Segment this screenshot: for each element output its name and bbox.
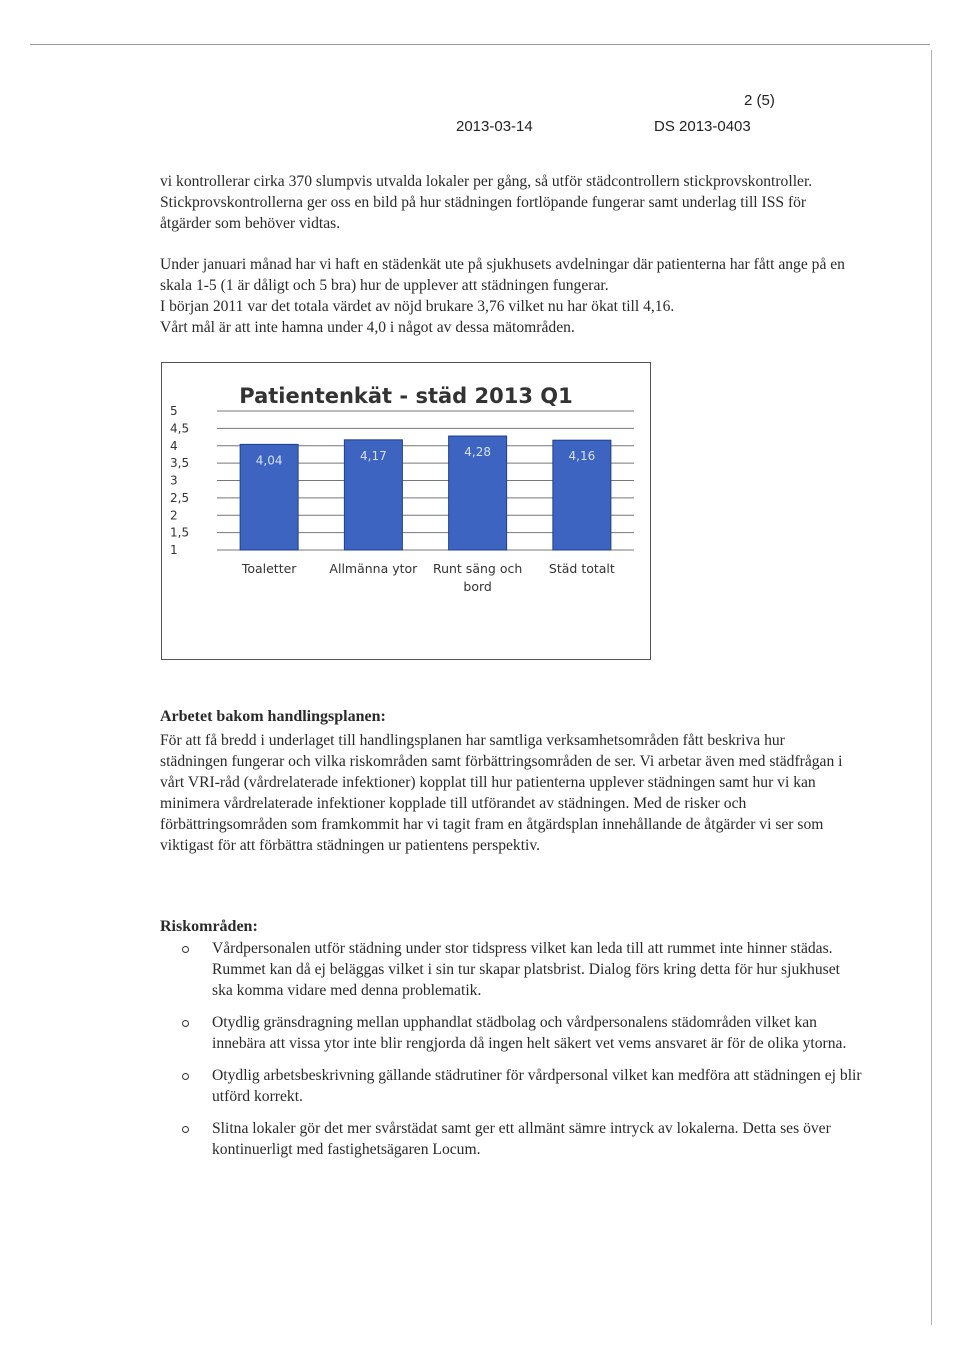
risk-text: Vårdpersonalen utför städning under stor tidspress vilket kan leda till att rummet inte hinner städas. Rummet kan då ej beläggas vilket i sin tur skapar platsbrist. Dialog förs kring detta för hur sjukhuset ska komma vidare med denna problematik.: [212, 940, 840, 999]
bar-chart-svg: [162, 363, 650, 659]
document-number: DS 2013-0403: [654, 118, 751, 135]
intro-paragraph: vi kontrollerar cirka 370 slumpvis utvalda lokaler per gång, så utför städcontrollern stickprovskontroller. Stickprovskontrollerna ger oss en bild på hur städningen fortlöpande fungerar samt underlag till ISS för åtgärder som behöver vidtas.: [160, 173, 813, 232]
list-item: [174, 938, 864, 1001]
x-tick-label: Allmänna ytor: [329, 561, 418, 576]
y-tick-label: 1,5: [170, 525, 190, 540]
list-item: [174, 1065, 864, 1107]
document-date: 2013-03-14: [456, 118, 533, 135]
risk-text: Otydlig gränsdragning mellan upphandlat städbolag och vårdpersonalens städområden vilket kan innebära att vissa ytor inte blir rengjorda då ingen helt säkert vet vems ansvaret är för de olika ytorna.: [212, 1014, 847, 1052]
risk-text: Otydlig arbetsbeskrivning gällande städrutiner för vårdpersonal vilket kan medföra att städningen ej blir utförd korrekt.: [212, 1067, 862, 1105]
survey-chart: [161, 362, 651, 660]
y-tick-label: 3,5: [170, 456, 190, 471]
y-tick-label: 5: [170, 404, 178, 418]
risk-list: [174, 938, 864, 1171]
survey-paragraph: [160, 254, 850, 338]
x-tick-label: Runt säng och: [432, 561, 523, 576]
y-tick-label: 1: [170, 543, 178, 557]
x-tick-label: bord: [463, 579, 492, 594]
section-heading-work: Arbetet bakom handlingsplanen:: [160, 708, 386, 725]
data-label: 4,04: [255, 453, 283, 468]
work-paragraph: För att få bredd i underlaget till handlingsplanen har samtliga verksamhetsområden fått beskriva hur städningen fungerar och vilka riskområden samt förbättringsområden de ser. Vi arbetar även med städfrågan i vårt VRI-råd (vårdrelaterade infektioner) kopplat till hur patienterna upplever städningen samt hur vi kan minimera vårdrelaterade infektioner kopplade till utförandet av städningen. Med de risker och förbättringsområden som framkommit har vi tagit fram en åtgärdsplan innehållande de åtgärder vi ser som viktigast för att förbättra städningen ur patientens perspektiv.: [160, 732, 843, 854]
data-label: 4,28: [464, 445, 491, 460]
section-heading-risks: Riskområden:: [160, 918, 258, 935]
survey-line-1: Under januari månad har vi haft en städenkät ute på sjukhusets avdelningar där patienterna har fått ange på en skala 1-5 (1 är dåligt och 5 bra) hur de upplever att städningen fungerar.: [160, 256, 845, 294]
risk-text: Slitna lokaler gör det mer svårstädat samt ger ett allmänt sämre intryck av lokalerna. Detta ses över kontinuerligt med fastighetsägaren Locum.: [212, 1120, 831, 1158]
survey-line-3: Vårt mål är att inte hamna under 4,0 i något av dessa mätområden.: [160, 319, 575, 336]
y-tick-label: 2,5: [170, 490, 190, 505]
bullet-icon: [182, 946, 189, 953]
page-number: 2 (5): [744, 92, 775, 109]
right-margin-rule: [931, 50, 932, 1325]
x-tick-label: Städ totalt: [548, 561, 615, 576]
top-rule: [30, 44, 930, 45]
list-item: [174, 1118, 864, 1160]
chart-title: Patientenkät - städ 2013 Q1: [239, 384, 573, 408]
list-item: [174, 1012, 864, 1054]
x-tick-label: Toaletter: [241, 561, 297, 576]
bullet-icon: [182, 1073, 189, 1080]
y-tick-label: 2: [170, 508, 178, 523]
bullet-icon: [182, 1020, 189, 1027]
y-tick-label: 4,5: [170, 421, 190, 436]
data-label: 4,16: [568, 449, 596, 464]
bullet-icon: [182, 1126, 189, 1133]
y-tick-label: 3: [170, 473, 178, 488]
y-tick-label: 4: [170, 438, 178, 453]
data-label: 4,17: [360, 448, 387, 463]
survey-line-2: I början 2011 var det totala värdet av nöjd brukare 3,76 vilket nu har ökat till 4,16.: [160, 298, 675, 315]
